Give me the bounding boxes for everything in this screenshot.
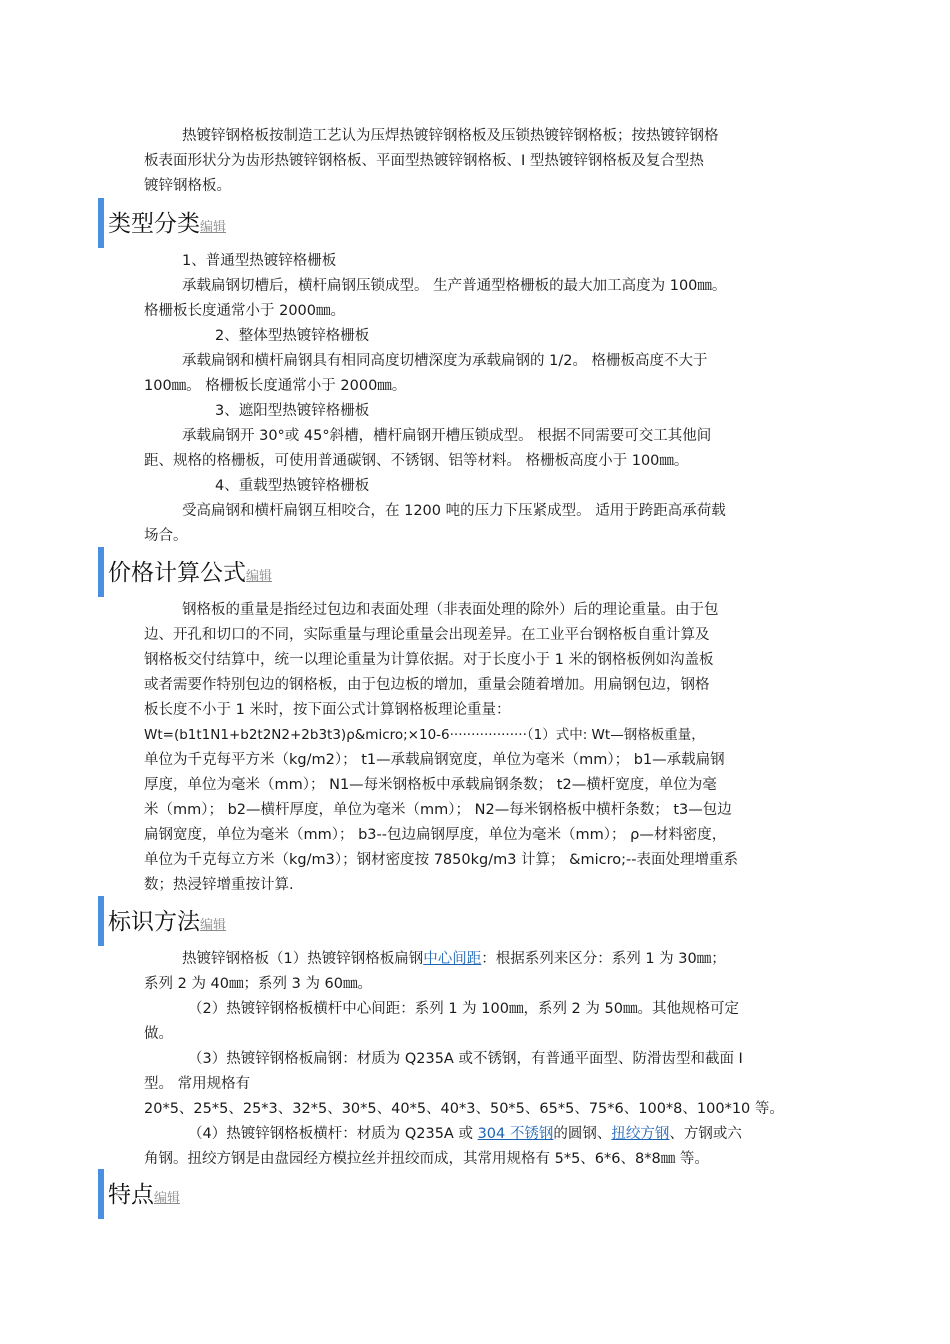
- section-heading-formula: [108, 558, 272, 592]
- marking-text: 、方钢或六: [669, 1126, 742, 1142]
- formula-line: 厚度，单位为毫米（mm）； N1—每米钢格板中承载扁钢条数； t2—横杆宽度，单位为毫: [144, 777, 717, 793]
- section-heading-features: [108, 1180, 180, 1214]
- types-line: 3、遮阳型热镀锌格栅板: [215, 403, 370, 419]
- types-line: 格栅板长度通常小于 2000㎜。: [144, 303, 346, 319]
- formula-line: 单位为千克每平方米（kg/m2）； t1—承载扁钢宽度，单位为毫米（mm）； b1—承载扁钢: [144, 752, 725, 768]
- formula-line: 或者需要作特别包边的钢格板，由于包边板的增加，重量会随着增加。用扁钢包边，钢格: [144, 677, 710, 693]
- types-line: 承载扁钢切槽后，横杆扁钢压锁成型。 生产普通型格栅板的最大加工高度为 100㎜。: [182, 278, 727, 294]
- types-line: 承载扁钢开 30°或 45°斜槽，槽杆扁钢开槽压锁成型。 根据不同需要可交工其他间: [182, 428, 712, 444]
- types-line: 受高扁钢和横杆扁钢互相咬合，在 1200 吨的压力下压紧成型。 适用于跨距高承荷载: [182, 503, 726, 519]
- section-title: 特点: [108, 1182, 154, 1208]
- marking-line: （2）热镀锌钢格板横杆中心间距：系列 1 为 100㎜，系列 2 为 50㎜。其他规格可定: [188, 1001, 739, 1017]
- marking-line: 做。: [144, 1026, 173, 1042]
- section-heading-marking: [108, 907, 226, 941]
- section-title: 标识方法: [108, 909, 200, 935]
- types-line: 承载扁钢和横杆扁钢具有相同高度切槽深度为承载扁钢的 1/2。 格栅板高度不大于: [182, 353, 708, 369]
- formula-line: 米（mm）； b2—横杆厚度，单位为毫米（mm）； N2—每米钢格板中横杆条数； t3—包边: [144, 802, 732, 818]
- stainless-304-link[interactable]: 304 不锈钢: [477, 1126, 554, 1142]
- marking-line: 型。 常用规格有: [144, 1076, 251, 1092]
- formula-line: Wt=(b1t1N1+b2t2N2+2b3t3)ρ&micro;×10-6··················（1）式中: Wt—钢格板重量，: [144, 727, 705, 743]
- types-line: 场合。: [144, 528, 188, 544]
- section-accent-bar: [98, 896, 104, 946]
- marking-line: 系列 2 为 40㎜；系列 3 为 60㎜。: [144, 976, 373, 992]
- marking-text: ：根据系列来区分：系列 1 为 30㎜；: [481, 951, 726, 967]
- types-line: 1、普通型热镀锌格栅板: [182, 253, 337, 269]
- formula-line: 钢格板的重量是指经过包边和表面处理（非表面处理的除外）后的理论重量。由于包: [182, 602, 719, 618]
- marking-text: 的圆钢、: [553, 1126, 612, 1142]
- types-line: 2、整体型热镀锌格栅板: [215, 328, 370, 344]
- formula-line: 扁钢宽度，单位为毫米（mm）； b3--包边扁钢厚度，单位为毫米（mm）； ρ—材料密度，: [144, 827, 727, 843]
- formula-line: 边、开孔和切口的不同，实际重量与理论重量会出现差异。在工业平台钢格板自重计算及: [144, 627, 710, 643]
- intro-line: 镀锌钢格板。: [144, 178, 231, 194]
- section-accent-bar: [98, 198, 104, 248]
- marking-text: （4）热镀锌钢格板横杆：材质为 Q235A 或: [188, 1126, 478, 1142]
- formula-line: 数；热浸锌增重按计算.: [144, 877, 294, 893]
- types-line: 100㎜。 格栅板长度通常小于 2000㎜。: [144, 378, 407, 394]
- edit-link[interactable]: 编辑: [200, 220, 227, 235]
- section-accent-bar: [98, 1169, 104, 1219]
- section-heading-types: [108, 209, 226, 243]
- intro-line: 板表面形状分为齿形热镀锌钢格板、平面型热镀锌钢格板、I 型热镀锌钢格板及复合型热: [144, 153, 704, 169]
- types-line: 4、重载型热镀锌格栅板: [215, 478, 370, 494]
- section-title: 价格计算公式: [108, 560, 246, 586]
- types-line: 距、规格的格栅板，可使用普通碳钢、不锈钢、铝等材料。 格栅板高度小于 100㎜。: [144, 453, 689, 469]
- section-accent-bar: [98, 547, 104, 597]
- marking-line: [188, 1122, 742, 1147]
- formula-line: 单位为千克每立方米（kg/m3）；钢材密度按 7850kg/m3 计算； &micro;--表面处理增重系: [144, 852, 738, 868]
- marking-line: （3）热镀锌钢格板扁钢：材质为 Q235A 或不锈钢，有普通平面型、防滑齿型和截面 I: [188, 1051, 743, 1067]
- marking-line: 角钢。扭绞方钢是由盘园经方模拉丝并扭绞而成，其常用规格有 5*5、6*6、8*8㎜ 等。: [144, 1151, 709, 1167]
- twisted-square-steel-link[interactable]: 扭绞方钢: [611, 1126, 670, 1142]
- marking-line: 20*5、25*5、25*3、32*5、30*5、40*5、40*3、50*5、65*5、75*6、100*8、100*10 等。: [144, 1101, 784, 1117]
- intro-line: 热镀锌钢格板按制造工艺认为压焊热镀锌钢格板及压锁热镀锌钢格板；按热镀锌钢格: [182, 128, 719, 144]
- section-title: 类型分类: [108, 211, 200, 237]
- edit-link[interactable]: 编辑: [246, 569, 273, 584]
- edit-link[interactable]: 编辑: [154, 1191, 181, 1206]
- edit-link[interactable]: 编辑: [200, 918, 227, 933]
- center-spacing-link[interactable]: 中心间距: [423, 951, 482, 967]
- formula-line: 板长度不小于 1 米时，按下面公式计算钢格板理论重量：: [144, 702, 511, 718]
- marking-line: [182, 947, 726, 972]
- formula-line: 钢格板交付结算中，统一以理论重量为计算依据。对于长度小于 1 米的钢格板例如沟盖板: [144, 652, 714, 668]
- marking-text: 热镀锌钢格板（1）热镀锌钢格板扁钢: [182, 951, 424, 967]
